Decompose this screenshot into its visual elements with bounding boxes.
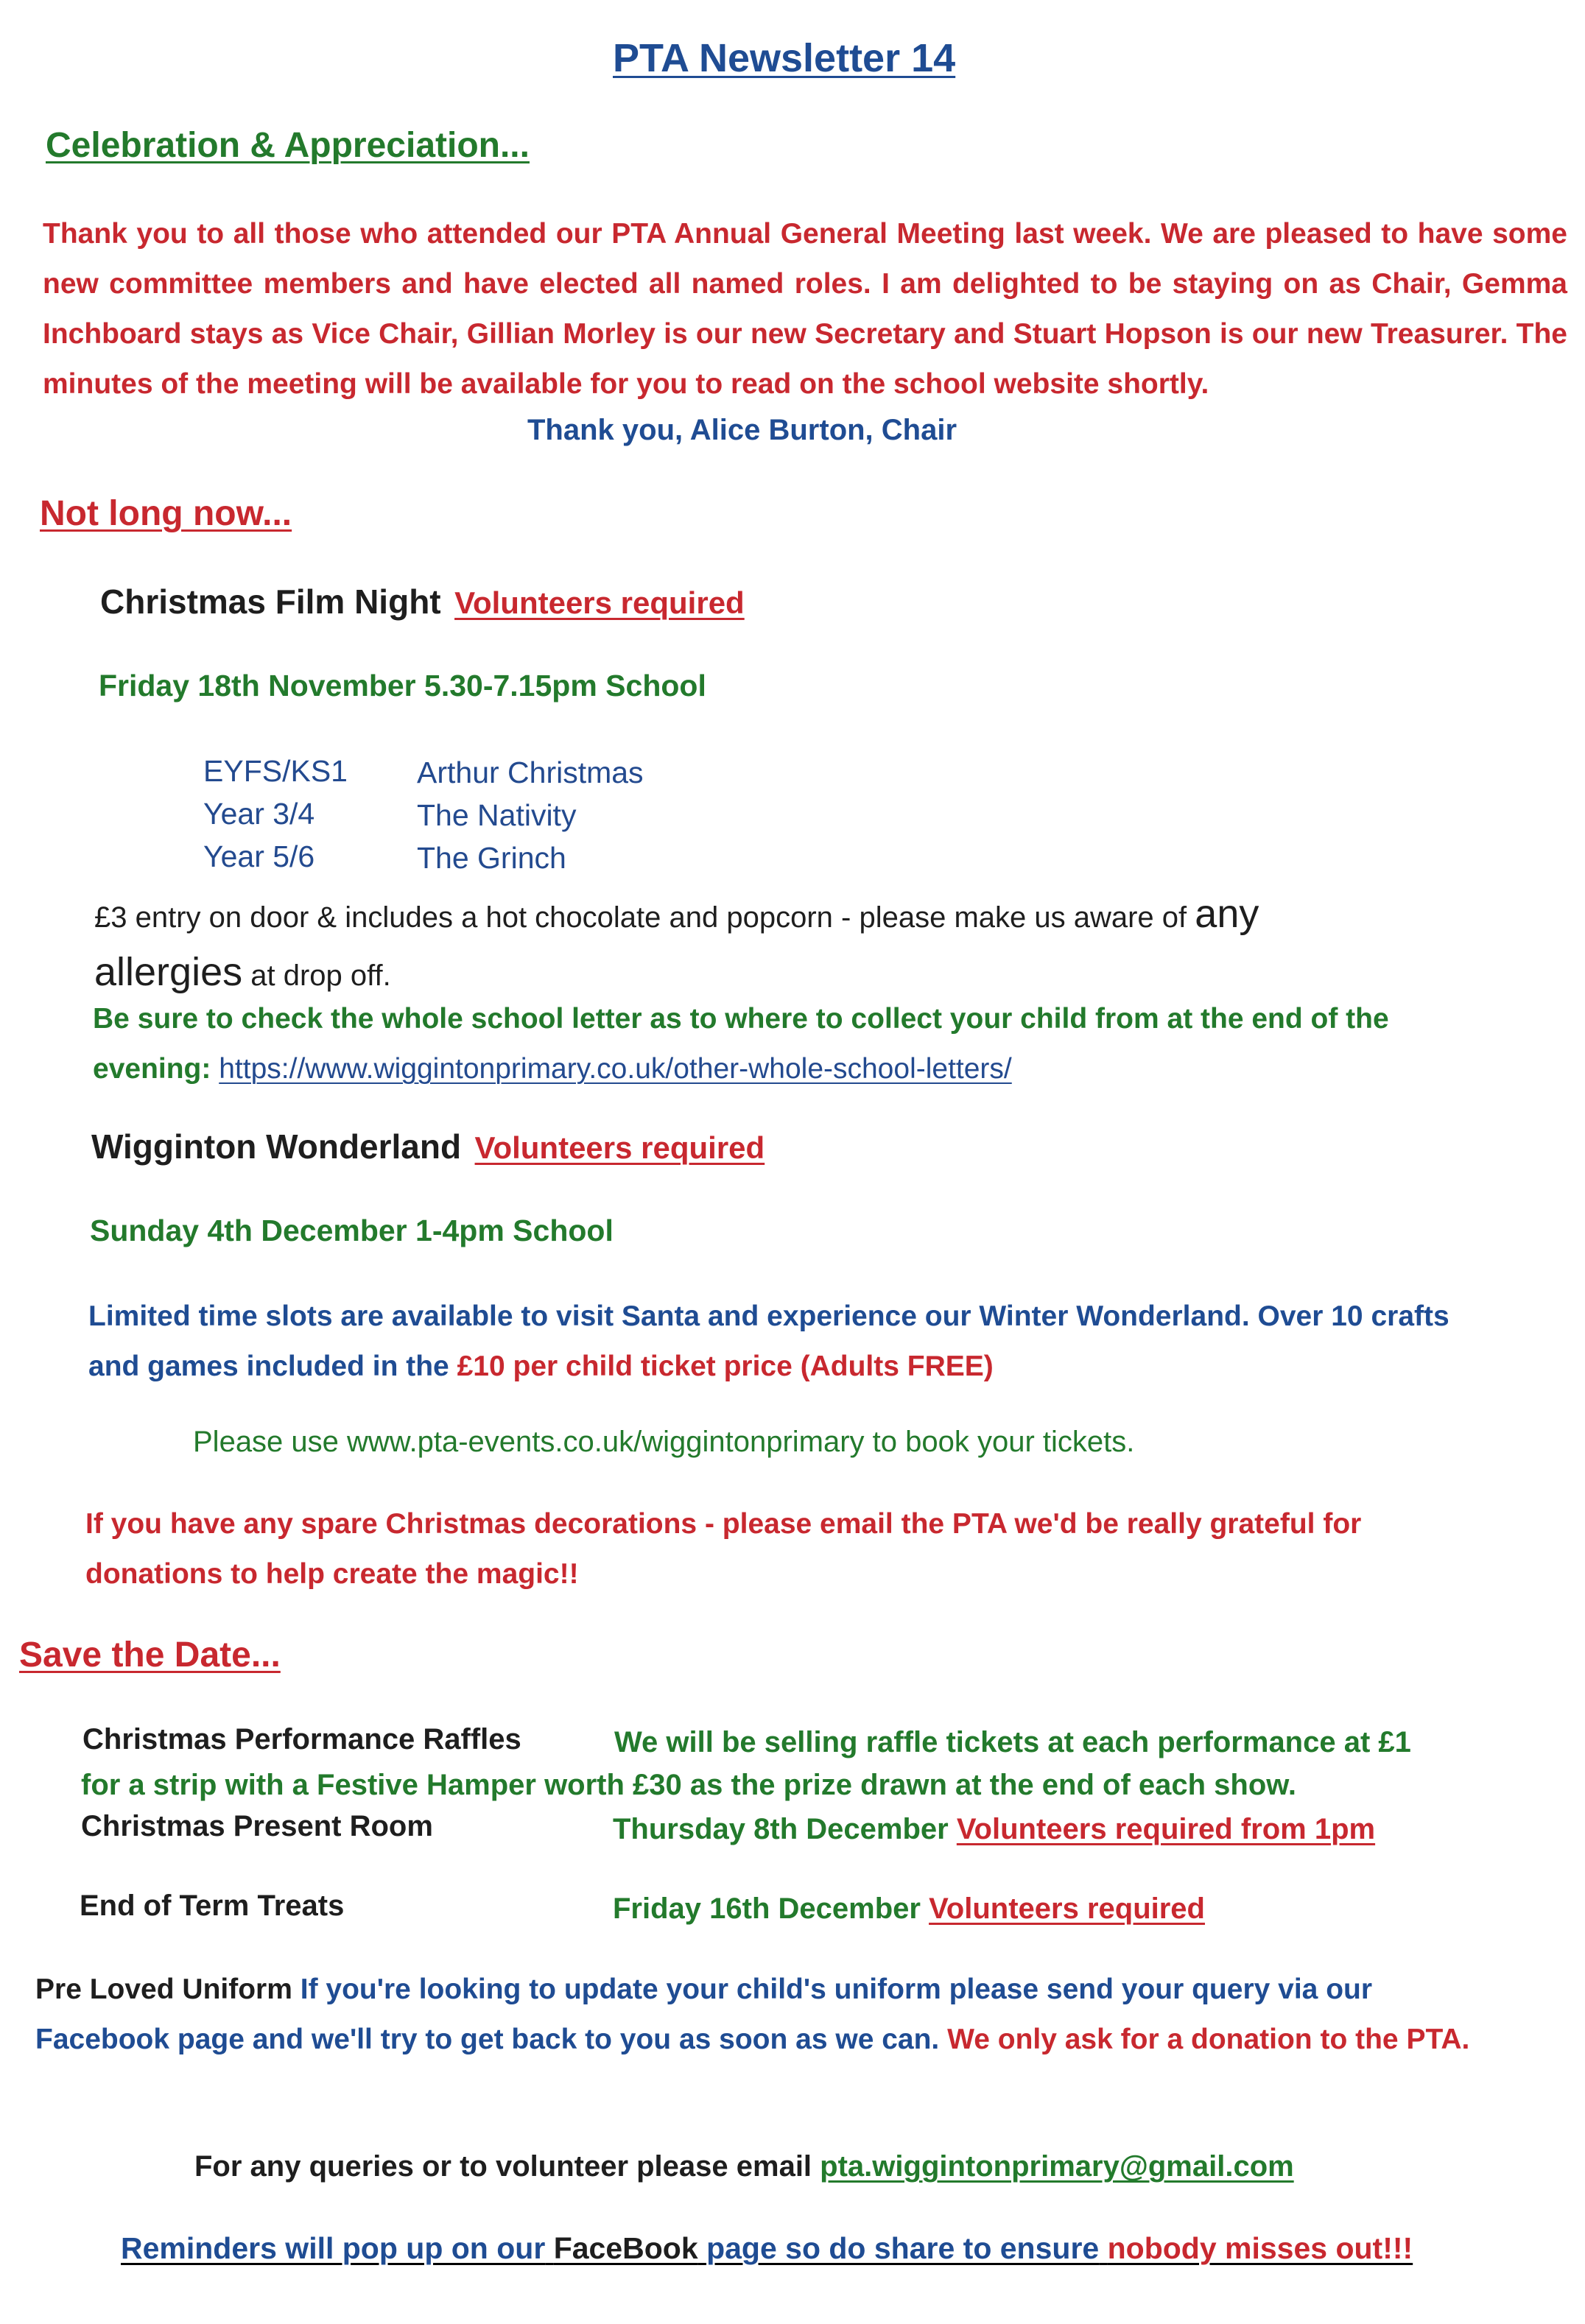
reminder-part-a: Reminders will pop up on our [121, 2231, 546, 2265]
film-groups-column [203, 750, 348, 878]
booking-info: Please use www.pta-events.co.uk/wiggintonprimary to book your tickets. [193, 1426, 1135, 1458]
check-letter-paragraph [93, 994, 1470, 1094]
uniform-text: If you're looking to update your child's uniform please send your query via our Facebook page and we'll try to get back to you as soon as we can. [35, 1973, 1373, 2055]
entry-any: any [1195, 892, 1259, 936]
contact-text: For any queries or to volunteer please email [194, 2150, 812, 2183]
reminder-line [121, 2231, 1413, 2266]
present-room-label: Christmas Present Room [81, 1810, 433, 1842]
film-night-entry [94, 887, 1494, 1003]
raffles-label: Christmas Performance Raffles [82, 1723, 521, 1756]
film-group: Year 5/6 [203, 839, 315, 873]
present-room-volunteers: Volunteers required from 1pm [956, 1813, 1376, 1845]
decorations-paragraph: If you have any spare Christmas decorations - please email the PTA we'd be really grateful for donations to help create the magic!! [85, 1508, 1362, 1590]
contact-email-link[interactable]: pta.wiggintonprimary@gmail.com [820, 2150, 1294, 2183]
section-heading-save-the-date: Save the Date... [19, 1635, 281, 1675]
raffles-text-continued: for a strip with a Festive Hamper worth £30 as the prize drawn at the end of each show. [81, 1769, 1297, 1801]
film-group: EYFS/KS1 [203, 754, 348, 788]
section-heading-not-long-now: Not long now... [40, 494, 292, 533]
end-of-term-label: End of Term Treats [80, 1890, 345, 1922]
wonderland-when: Sunday 4th December 1-4pm School [90, 1214, 614, 1247]
uniform-donation: We only ask for a donation to the PTA. [947, 2024, 1470, 2055]
celebration-paragraph: Thank you to all those who attended our PTA Annual General Meeting last week. We are pleased to have some new committee members and have elected all named roles. I am delighted to be staying on as Chair, Gemma Inchboard stays as Vice Chair, Gillian Morley is our new Secretary and Stuart Hopson is our new Treasurer. The minutes of the meeting will be available for you to read on the school website shortly. [43, 218, 1567, 400]
reminder-part-b: page so do share to ensure [706, 2231, 1100, 2265]
film-night-header [100, 582, 745, 622]
end-of-term-details [613, 1892, 1205, 1926]
entry-tail: at drop off. [250, 959, 391, 992]
film-night-title: Christmas Film Night [100, 582, 441, 621]
uniform-paragraph [35, 1965, 1508, 2065]
wonderland-header [91, 1127, 765, 1166]
ticket-price: £10 per child ticket price (Adults FREE) [457, 1351, 994, 1382]
raffles-text: We will be selling raffle tickets at each performance at £1 [614, 1726, 1411, 1758]
page-title: PTA Newsletter 14 [613, 36, 956, 80]
reminder-facebook: FaceBook [553, 2231, 698, 2265]
film-night-volunteers: Volunteers required [454, 585, 745, 620]
section-heading-celebration: Celebration & Appreciation... [46, 126, 530, 165]
contact-line [194, 2150, 1294, 2183]
slots-text: Limited time slots are available to visit Santa and experience our Winter Wonderland. Over 10 crafts and games included in the [88, 1300, 1449, 1382]
wonderland-volunteers: Volunteers required [474, 1130, 765, 1165]
wonderland-title: Wigginton Wonderland [91, 1127, 462, 1166]
end-of-term-volunteers: Volunteers required [929, 1892, 1205, 1925]
end-of-term-date: Friday 16th December [613, 1892, 921, 1925]
film-title: The Grinch [417, 841, 566, 875]
whole-school-letters-link[interactable]: https://www.wiggintonprimary.co.uk/other-whole-school-letters/ [219, 1053, 1012, 1085]
film-title: Arthur Christmas [417, 756, 644, 789]
film-night-when: Friday 18th November 5.30-7.15pm School [99, 669, 706, 703]
film-titles-column [417, 751, 644, 879]
check-letter-text: Be sure to check the whole school letter as to where to collect your child from at the end of the evening: [93, 1003, 1389, 1085]
present-room-date: Thursday 8th December [613, 1813, 949, 1845]
entry-text: £3 entry on door & includes a hot chocolate and popcorn - please make us aware of [94, 901, 1187, 934]
celebration-signoff: Thank you, Alice Burton, Chair [527, 414, 957, 446]
present-room-details [613, 1813, 1375, 1846]
uniform-label: Pre Loved Uniform [35, 1973, 292, 2005]
film-group: Year 3/4 [203, 797, 315, 831]
film-title: The Nativity [417, 798, 577, 832]
reminder-part-c: nobody misses out!!! [1107, 2231, 1413, 2265]
wonderland-slots [88, 1292, 1488, 1392]
entry-allergies: allergies [94, 950, 243, 994]
